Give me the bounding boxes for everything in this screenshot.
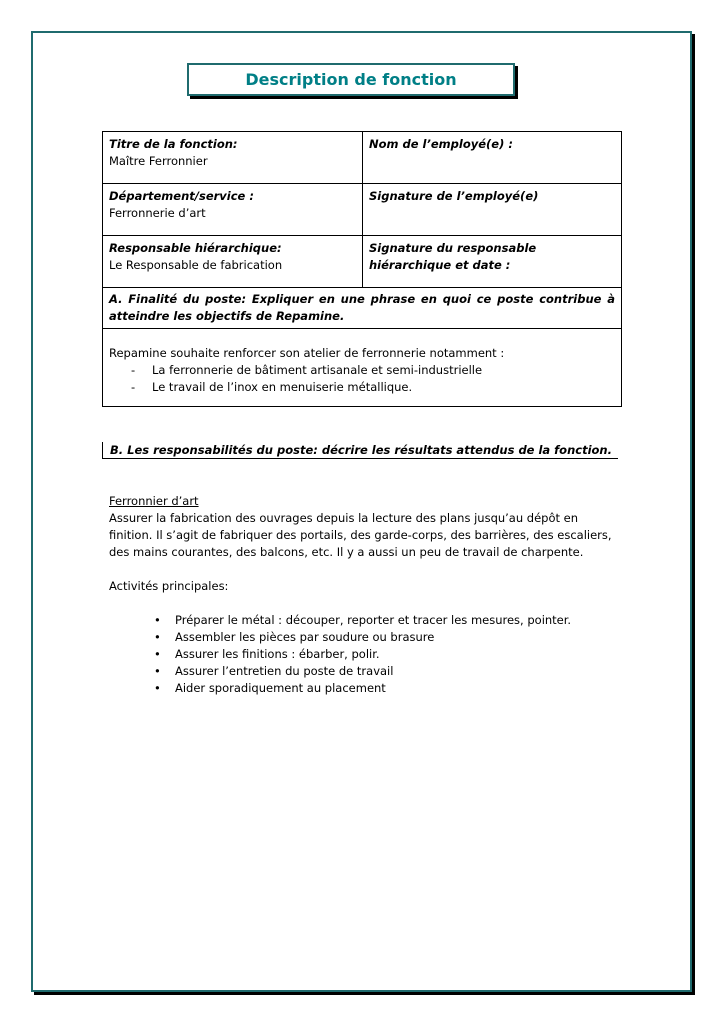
- title-box: [187, 63, 515, 96]
- job-info-table: [102, 131, 622, 407]
- list-item: - Le travail de l’inox en menuiserie métallique.: [131, 379, 615, 396]
- section-a-heading: A. Finalité du poste: Expliquer en une phrase en quoi ce poste contribue à atteindre les objectifs de Repamine.: [103, 288, 621, 329]
- job-title-value: Maître Ferronnier: [109, 154, 208, 168]
- employee-signature-cell: [363, 184, 622, 236]
- list-item: • Assurer l’entretien du poste de travail: [154, 663, 619, 680]
- table-row: [103, 288, 622, 407]
- list-item: • Aider sporadiquement au placement: [154, 680, 619, 697]
- list-item: • Assembler les pièces par soudure ou brasure: [154, 629, 619, 646]
- section-a-list: [109, 362, 615, 396]
- job-title-label: Titre de la fonction:: [109, 137, 238, 151]
- page-title: Description de fonction: [245, 70, 457, 89]
- employee-signature-label: Signature de l’employé(e): [369, 189, 539, 203]
- section-b-body: [109, 493, 619, 697]
- manager-label: Responsable hiérarchique:: [109, 241, 282, 255]
- list-item: • Assurer les finitions : ébarber, polir.: [154, 646, 619, 663]
- manager-value: Le Responsable de fabrication: [109, 258, 283, 272]
- role-paragraph: Assurer la fabrication des ouvrages depuis la lecture des plans jusqu’au dépôt en finition. Il s’agit de fabriquer des portails, des garde-corps, des barrières, des escaliers, des mains courantes, des balcons, etc. Il y a aussi un peu de travail de charpente.: [109, 511, 612, 559]
- manager-cell: [103, 236, 363, 288]
- employee-name-cell: [363, 132, 622, 184]
- list-item: • Préparer le métal : découper, reporter et tracer les mesures, pointer.: [154, 612, 619, 629]
- activities-label: Activités principales:: [109, 579, 229, 593]
- job-title-cell: [103, 132, 363, 184]
- role-subtitle: Ferronnier d’art: [109, 494, 199, 508]
- activities-list: [109, 612, 619, 697]
- employee-name-label: Nom de l’employé(e) :: [369, 137, 513, 151]
- department-label: Département/service :: [109, 189, 254, 203]
- table-row: [103, 236, 622, 288]
- manager-signature-label: Signature du responsable hiérarchique et date :: [369, 241, 537, 272]
- section-b-heading: B. Les responsabilités du poste: décrire les résultats attendus de la fonction.: [102, 442, 618, 459]
- section-a-cell: [103, 288, 622, 407]
- section-a-body: [109, 329, 615, 396]
- section-a-intro: Repamine souhaite renforcer son atelier de ferronnerie notamment :: [109, 346, 505, 360]
- table-row: [103, 132, 622, 184]
- manager-signature-cell: [363, 236, 622, 288]
- table-row: [103, 184, 622, 236]
- department-cell: [103, 184, 363, 236]
- department-value: Ferronnerie d’art: [109, 206, 206, 220]
- list-item: - La ferronnerie de bâtiment artisanale et semi-industrielle: [131, 362, 615, 379]
